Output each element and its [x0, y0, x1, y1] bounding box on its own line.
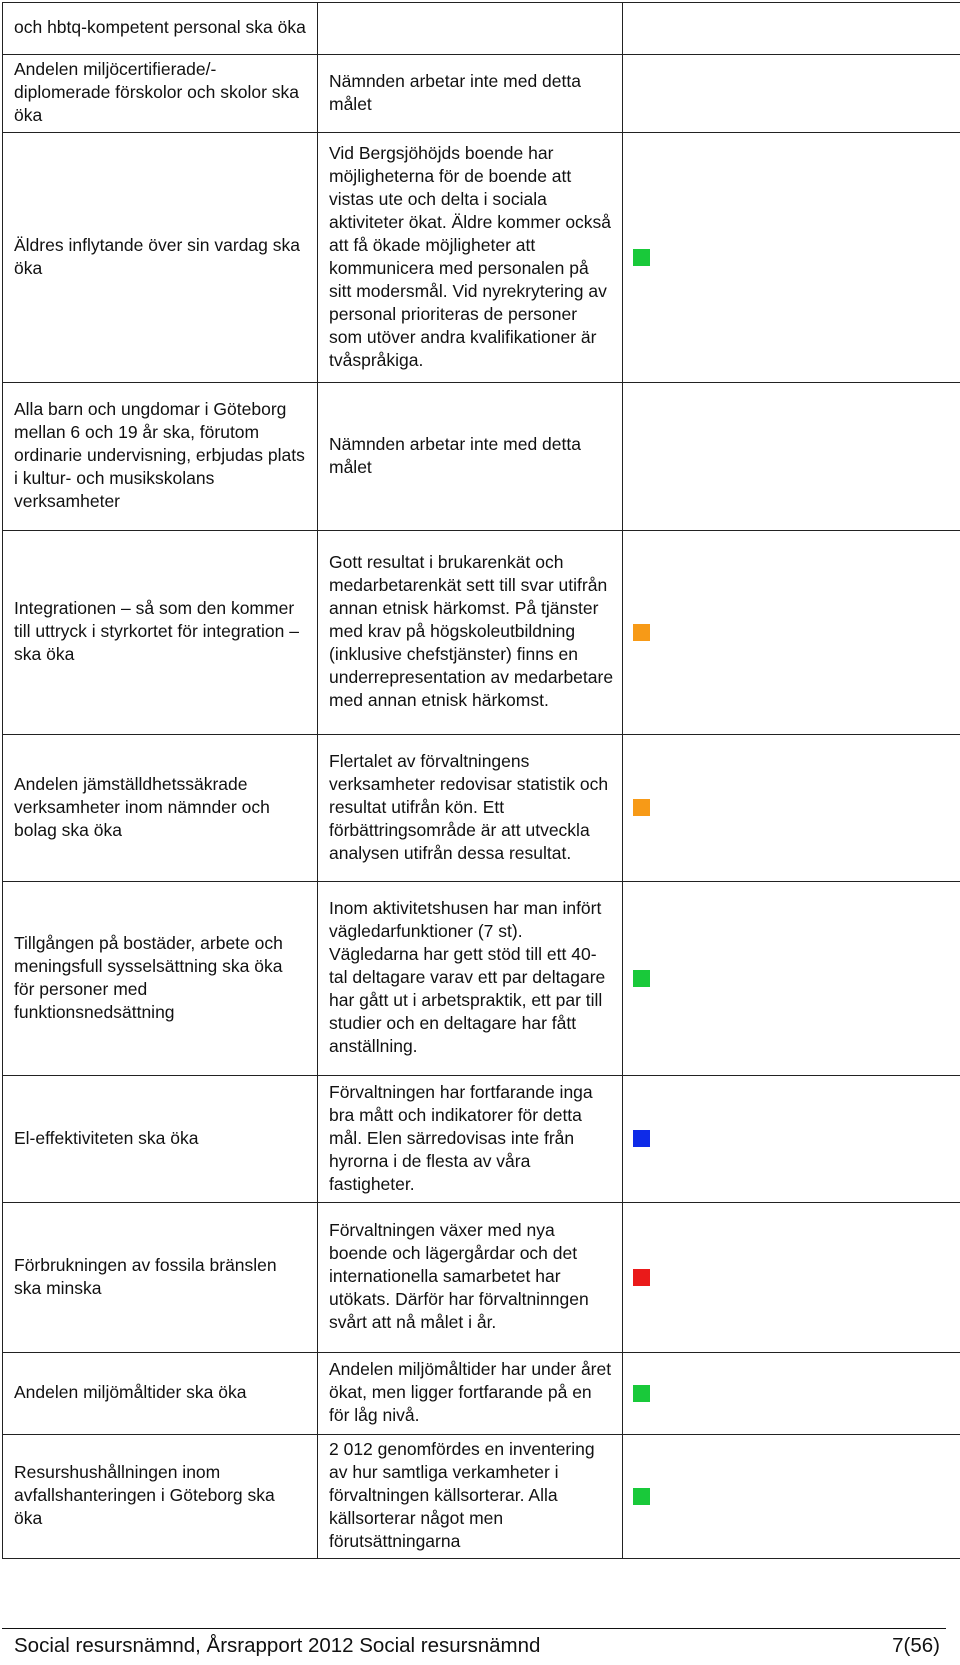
status-cell	[623, 1435, 960, 1559]
result-cell: Förvaltningen växer med nya boende och lägergårdar och det internationella samarbetet har utökats. Därför har förvaltninngen svårt att nå målet i år.	[318, 1203, 623, 1353]
goal-cell: och hbtq-kompetent personal ska öka	[3, 3, 318, 55]
result-cell: 2 012 genomfördes en inventering av hur samtliga verkamheter i förvaltningen källsorterar. Alla källsorterar något men förutsättningarna	[318, 1435, 623, 1559]
table-row	[3, 3, 960, 55]
table-row	[3, 55, 960, 133]
result-cell	[318, 3, 623, 55]
footer-divider	[2, 1628, 946, 1629]
table-row	[3, 1203, 960, 1353]
goal-cell: El-effektiviteten ska öka	[3, 1076, 318, 1203]
status-indicator-green	[633, 1385, 650, 1402]
status-indicator-orange	[633, 624, 650, 641]
goal-cell: Andelen miljöcertifierade/-diplomerade förskolor och skolor ska öka	[3, 55, 318, 133]
goal-table	[2, 2, 960, 1559]
table-row	[3, 1076, 960, 1203]
table-row	[3, 531, 960, 735]
goal-cell: Andelen jämställdhetssäkrade verksamheter inom nämnder och bolag ska öka	[3, 735, 318, 882]
goal-cell: Resurshushållningen inom avfallshanteringen i Göteborg ska öka	[3, 1435, 318, 1559]
status-cell	[623, 531, 960, 735]
status-cell	[623, 1203, 960, 1353]
goal-cell: Andelen miljömåltider ska öka	[3, 1353, 318, 1435]
table-row	[3, 1353, 960, 1435]
table-row	[3, 882, 960, 1076]
status-cell	[623, 55, 960, 133]
result-cell: Gott resultat i brukarenkät och medarbetarenkät sett till svar utifrån annan etnisk härkomst. På tjänster med krav på högskoleutbildning (inklusive chefstjänster) finns en underrepresentation av medarbetare med annan etnisk härkomst.	[318, 531, 623, 735]
result-cell: Andelen miljömåltider har under året ökat, men ligger fortfarande på en för låg nivå.	[318, 1353, 623, 1435]
status-indicator-green	[633, 1488, 650, 1505]
table-row	[3, 735, 960, 882]
goal-cell: Integrationen – så som den kommer till uttryck i styrkortet för integration – ska öka	[3, 531, 318, 735]
result-cell: Nämnden arbetar inte med detta målet	[318, 383, 623, 531]
footer-page-number: 7(56)	[892, 1634, 940, 1657]
result-cell: Inom aktivitetshusen har man infört vägledarfunktioner (7 st). Vägledarna har gett stöd till ett 40-tal deltagare varav ett par deltagare har gått ut i arbetspraktik, ett par till studier och en deltagare har fått anställning.	[318, 882, 623, 1076]
status-cell	[623, 882, 960, 1076]
status-cell	[623, 735, 960, 882]
result-cell: Flertalet av förvaltningens verksamheter redovisar statistik och resultat utifrån kön. Ett förbättringsområde är att utveckla analysen utifrån dessa resultat.	[318, 735, 623, 882]
goal-cell: Tillgången på bostäder, arbete och meningsfull sysselsättning ska öka för personer med funktionsnedsättning	[3, 882, 318, 1076]
status-indicator-red	[633, 1269, 650, 1286]
status-cell	[623, 3, 960, 55]
status-indicator-orange	[633, 799, 650, 816]
table-row	[3, 383, 960, 531]
result-cell: Vid Bergsjöhöjds boende har möjligheterna för de boende att vistas ute och delta i sociala aktiviteter ökat. Äldre kommer också att få ökade möjligheter att kommunicera med personalen på sitt modersmål. Vid nyrekrytering av personal prioriteras de personer som utöver andra kvalifikationer är tvåspråkiga.	[318, 133, 623, 383]
status-cell	[623, 1076, 960, 1203]
status-cell	[623, 383, 960, 531]
status-indicator-blue	[633, 1130, 650, 1147]
status-cell	[623, 133, 960, 383]
status-indicator-green	[633, 970, 650, 987]
table-row	[3, 1435, 960, 1559]
status-indicator-green	[633, 249, 650, 266]
result-cell: Nämnden arbetar inte med detta målet	[318, 55, 623, 133]
footer-title: Social resursnämnd, Årsrapport 2012 Social resursnämnd	[14, 1634, 541, 1657]
goal-cell: Alla barn och ungdomar i Göteborg mellan 6 och 19 år ska, förutom ordinarie undervisning, erbjudas plats i kultur- och musikskolans verksamheter	[3, 383, 318, 531]
goal-cell: Förbrukningen av fossila bränslen ska minska	[3, 1203, 318, 1353]
table-row	[3, 133, 960, 383]
goal-cell: Äldres inflytande över sin vardag ska öka	[3, 133, 318, 383]
result-cell: Förvaltningen har fortfarande inga bra mått och indikatorer för detta mål. Elen särredovisas inte från hyrorna i de flesta av våra fastigheter.	[318, 1076, 623, 1203]
status-cell	[623, 1353, 960, 1435]
